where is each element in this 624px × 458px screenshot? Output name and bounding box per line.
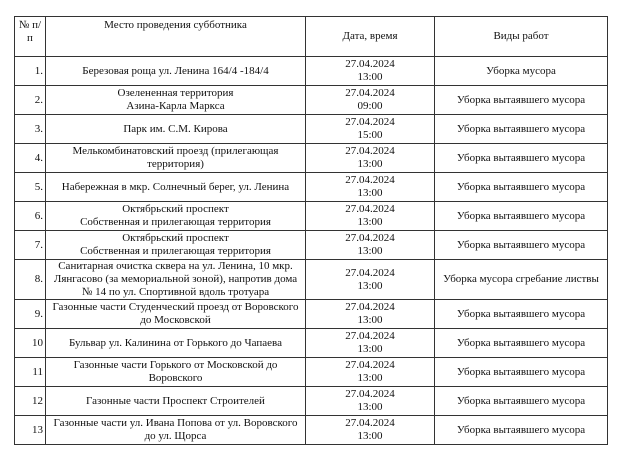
place-text: Мелькомбинатовский проезд (прилегающая территория)	[72, 145, 279, 170]
row-work: Уборка мусора сгребание листвы	[435, 260, 608, 300]
row-num: 12	[15, 387, 46, 416]
time-text: 13:00	[357, 343, 383, 355]
row-place	[46, 329, 306, 358]
date-text: 27.04.2024	[345, 58, 395, 70]
row-place	[46, 173, 306, 202]
row-place	[46, 358, 306, 387]
date-text: 27.04.2024	[345, 232, 395, 244]
row-work: Уборка вытаявшего мусора	[435, 115, 608, 144]
row-datetime	[306, 173, 435, 202]
header-datetime: Дата, время	[306, 17, 435, 57]
row-num: 10	[15, 329, 46, 358]
place-text: Санитарная очистка сквера на ул. Ленина, 10 мкр. Лянгасово (за мемориальной зоной), напротив дома № 14 по ул. Спортивной вдоль тротуара	[53, 260, 298, 298]
date-text: 27.04.2024	[345, 116, 395, 128]
row-num: 4.	[15, 144, 46, 173]
time-text: 15:00	[357, 129, 383, 141]
date-text: 27.04.2024	[345, 203, 395, 215]
row-num: 5.	[15, 173, 46, 202]
time-text: 13:00	[357, 372, 383, 384]
time-text: 13:00	[357, 216, 383, 228]
header-work: Виды работ	[435, 17, 608, 57]
row-datetime	[306, 57, 435, 86]
time-text: 13:00	[357, 187, 383, 199]
table-row	[15, 231, 608, 260]
row-num: 6.	[15, 202, 46, 231]
date-text: 27.04.2024	[345, 174, 395, 186]
row-work: Уборка вытаявшего мусора	[435, 202, 608, 231]
place-text: Октябрьский проспект Собственная и прилегающая территория	[80, 232, 271, 257]
table-row	[15, 387, 608, 416]
row-work: Уборка вытаявшего мусора	[435, 86, 608, 115]
date-text: 27.04.2024	[345, 87, 395, 99]
table-row	[15, 329, 608, 358]
time-text: 09:00	[357, 100, 383, 112]
date-text: 27.04.2024	[345, 359, 395, 371]
time-text: 13:00	[357, 245, 383, 257]
row-work: Уборка вытаявшего мусора	[435, 173, 608, 202]
row-place	[46, 86, 306, 115]
row-work: Уборка вытаявшего мусора	[435, 231, 608, 260]
row-place	[46, 260, 306, 300]
place-text: Озелененная территория Азина-Карла Маркса	[117, 87, 234, 112]
table-header-row	[15, 17, 608, 57]
date-text: 27.04.2024	[345, 266, 395, 279]
place-text: Газонные части ул. Ивана Попова от ул. Воровского до ул. Щорса	[53, 417, 298, 442]
table-row	[15, 115, 608, 144]
time-text: 13:00	[357, 279, 383, 292]
row-place	[46, 115, 306, 144]
place-text: Октябрьский проспект Собственная и прилегающая территория	[80, 203, 271, 228]
row-work: Уборка мусора	[435, 57, 608, 86]
subbotnik-schedule-table	[14, 16, 608, 445]
row-place	[46, 144, 306, 173]
date-text: 27.04.2024	[345, 330, 395, 342]
row-work: Уборка вытаявшего мусора	[435, 300, 608, 329]
header-place: Место проведения субботника	[46, 17, 306, 57]
place-text: Газонные части Горького от Московской до Воровского	[73, 359, 278, 384]
row-work: Уборка вытаявшего мусора	[435, 144, 608, 173]
time-text: 13:00	[357, 430, 383, 442]
place-text: Набережная в мкр. Солнечный берег, ул. Ленина	[61, 180, 290, 193]
row-work: Уборка вытаявшего мусора	[435, 358, 608, 387]
row-datetime	[306, 329, 435, 358]
header-num: № п/п	[15, 17, 46, 57]
date-text: 27.04.2024	[345, 388, 395, 400]
row-place	[46, 57, 306, 86]
row-datetime	[306, 358, 435, 387]
table-row	[15, 300, 608, 329]
table-row	[15, 86, 608, 115]
row-num: 13	[15, 416, 46, 445]
row-place	[46, 387, 306, 416]
row-num: 1.	[15, 57, 46, 86]
table-row	[15, 173, 608, 202]
row-place	[46, 300, 306, 329]
row-num: 8.	[15, 260, 46, 300]
row-place	[46, 231, 306, 260]
time-text: 13:00	[357, 71, 383, 83]
row-num: 11	[15, 358, 46, 387]
row-num: 2.	[15, 86, 46, 115]
row-work: Уборка вытаявшего мусора	[435, 329, 608, 358]
place-text: Парк им. С.М. Кирова	[123, 122, 228, 135]
time-text: 13:00	[357, 158, 383, 170]
table-row	[15, 416, 608, 445]
row-work: Уборка вытаявшего мусора	[435, 387, 608, 416]
row-datetime	[306, 144, 435, 173]
row-place	[46, 202, 306, 231]
table-row	[15, 144, 608, 173]
row-datetime	[306, 416, 435, 445]
row-num: 9.	[15, 300, 46, 329]
date-text: 27.04.2024	[345, 301, 395, 313]
table-row	[15, 57, 608, 86]
date-text: 27.04.2024	[345, 417, 395, 429]
row-datetime	[306, 115, 435, 144]
place-text: Газонные части Студенческий проезд от Воровского до Московской	[52, 301, 299, 326]
time-text: 13:00	[357, 401, 383, 413]
row-datetime	[306, 202, 435, 231]
row-num: 7.	[15, 231, 46, 260]
place-text: Бульвар ул. Калинина от Горького до Чапаева	[68, 336, 282, 349]
row-place	[46, 416, 306, 445]
place-text: Газонные части Проспект Строителей	[86, 394, 265, 407]
table-row	[15, 358, 608, 387]
row-num: 3.	[15, 115, 46, 144]
row-datetime	[306, 387, 435, 416]
row-datetime	[306, 300, 435, 329]
time-text: 13:00	[357, 314, 383, 326]
row-datetime	[306, 86, 435, 115]
row-datetime	[306, 231, 435, 260]
date-text: 27.04.2024	[345, 145, 395, 157]
table-row	[15, 202, 608, 231]
row-datetime	[306, 260, 435, 300]
row-work: Уборка вытаявшего мусора	[435, 416, 608, 445]
table-row	[15, 260, 608, 300]
place-text: Березовая роща ул. Ленина 164/4 -184/4	[82, 64, 269, 77]
